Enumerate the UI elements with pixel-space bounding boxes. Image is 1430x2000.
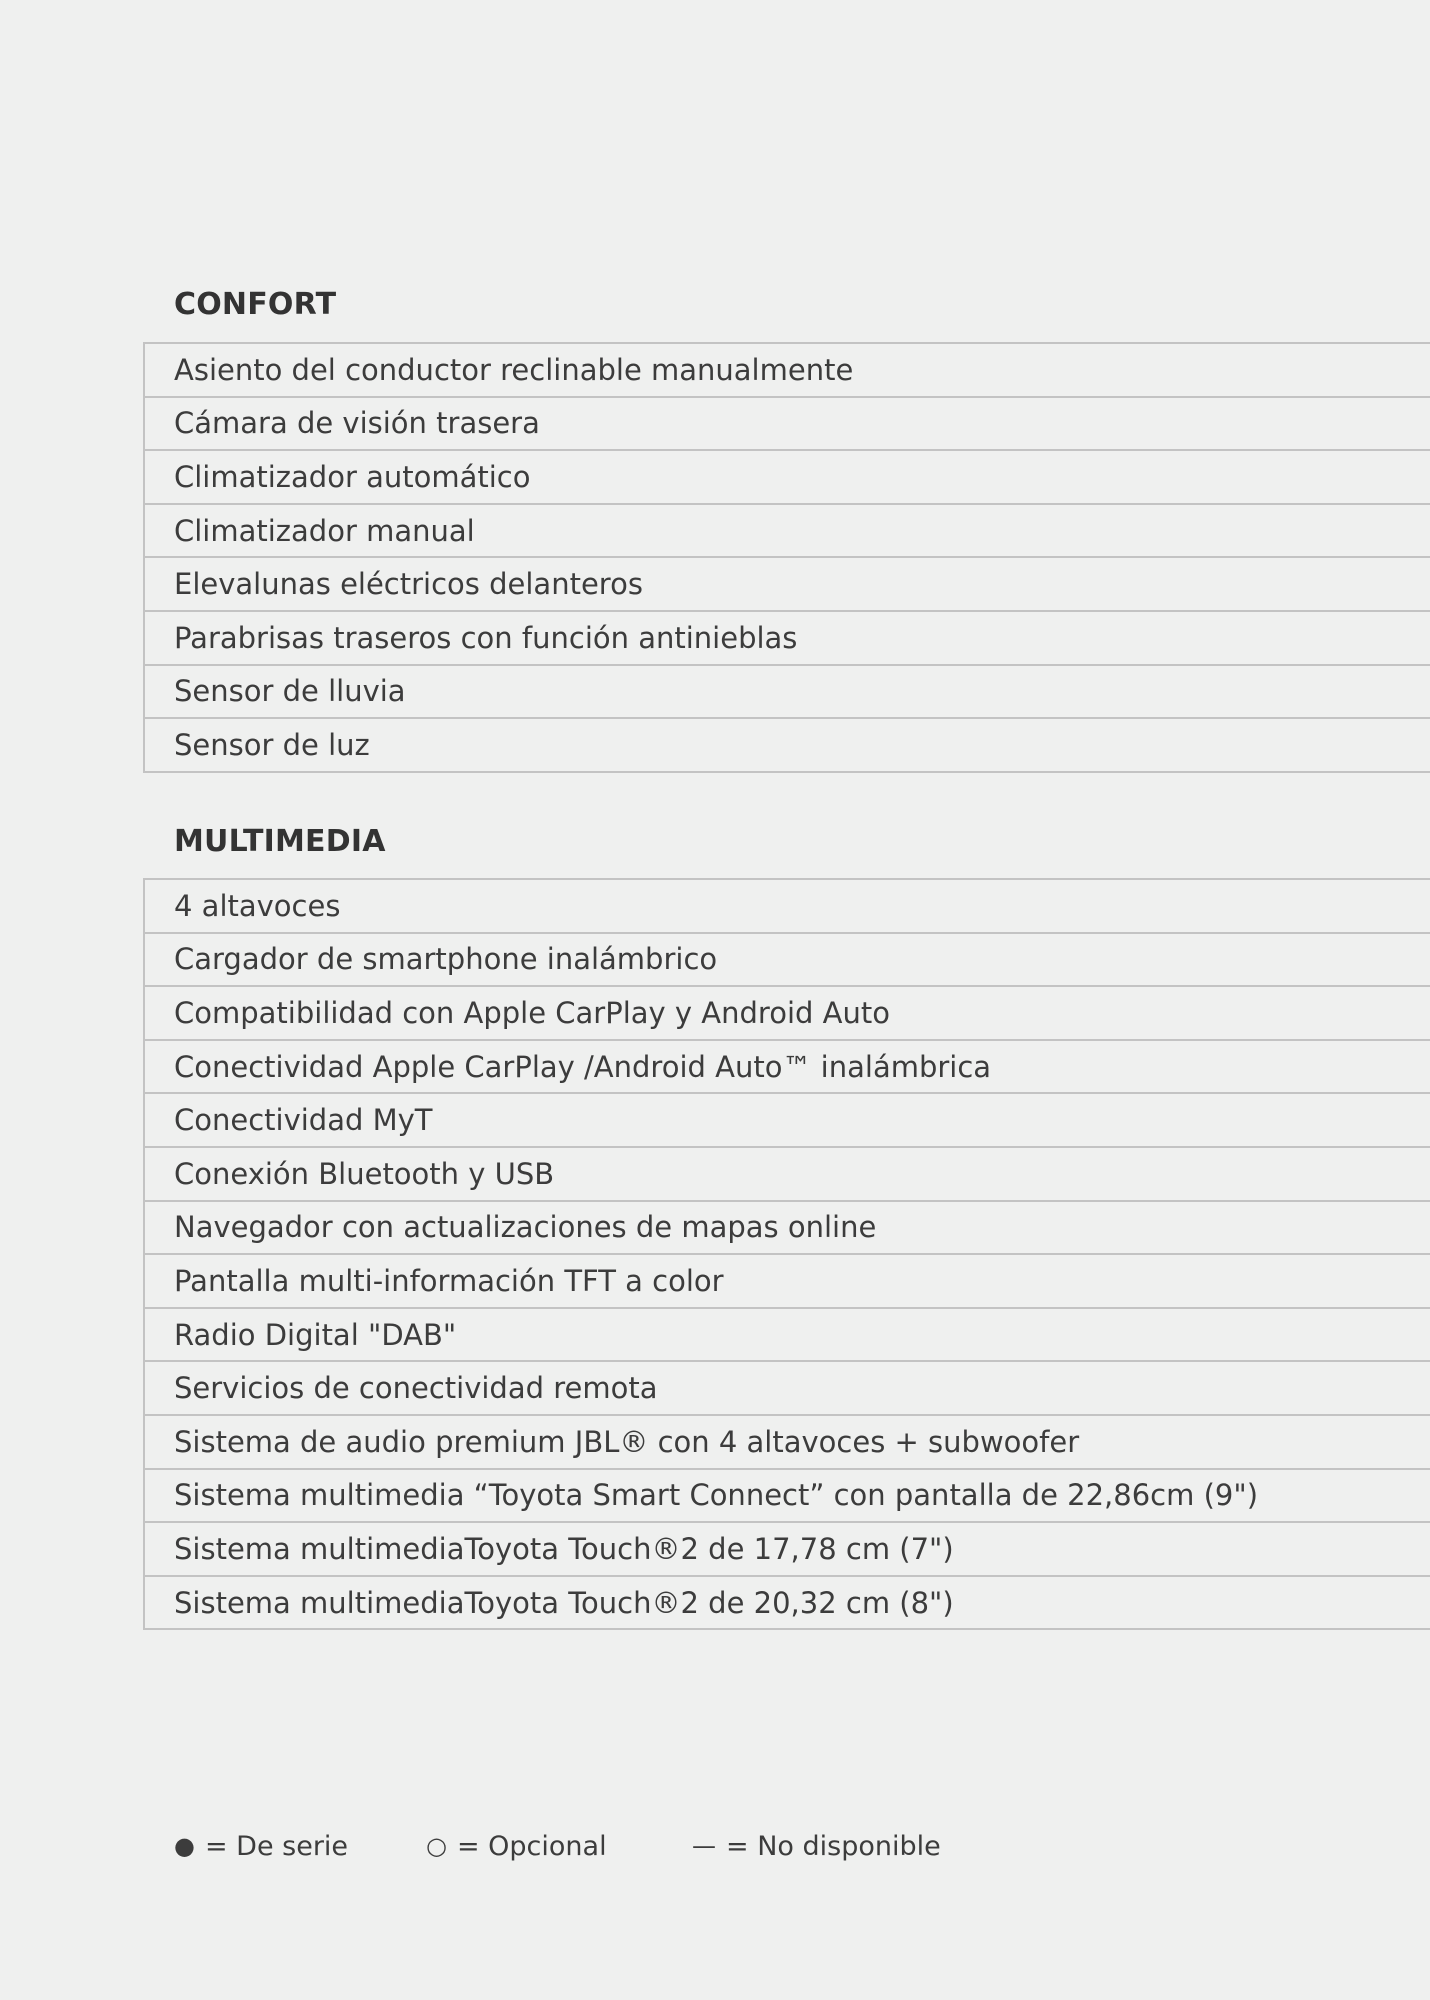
table-row: Climatizador automático (145, 451, 1430, 505)
table-row: Conectividad Apple CarPlay /Android Auto™ inalámbrica (145, 1041, 1430, 1095)
legend-label: = No disponible (726, 1830, 941, 1862)
legend-item-optional (426, 1826, 607, 1866)
table-row: Asiento del conductor reclinable manualmente (145, 344, 1430, 398)
legend-item-unavailable (692, 1826, 941, 1866)
table-row: Conectividad MyT (145, 1094, 1430, 1148)
legend-label: = Opcional (456, 1830, 607, 1862)
table-row: Sistema multimediaToyota Touch®2 de 17,78 cm (7") (145, 1523, 1430, 1577)
table-row: Cargador de smartphone inalámbrico (145, 934, 1430, 988)
table-row: Sistema multimediaToyota Touch®2 de 20,32 cm (8") (145, 1577, 1430, 1631)
table-row: Sensor de lluvia (145, 666, 1430, 720)
table-row: Parabrisas traseros con función antinieblas (145, 612, 1430, 666)
section-title-multimedia: MULTIMEDIA (174, 824, 386, 859)
table-row: Cámara de visión trasera (145, 398, 1430, 452)
section-title-confort: CONFORT (174, 287, 337, 322)
table-row: Navegador con actualizaciones de mapas online (145, 1202, 1430, 1256)
table-row: Compatibilidad con Apple CarPlay y Android Auto (145, 987, 1430, 1041)
table-row: 4 altavoces (145, 880, 1430, 934)
table-row: Conexión Bluetooth y USB (145, 1148, 1430, 1202)
multimedia-table (143, 878, 1430, 1630)
table-row: Pantalla multi-información TFT a color (145, 1255, 1430, 1309)
legend-label: = De serie (204, 1830, 349, 1862)
filled-circle-icon: ● (174, 1832, 195, 1860)
confort-table (143, 342, 1430, 773)
table-row: Sistema multimedia “Toyota Smart Connect” con pantalla de 22,86cm (9") (145, 1470, 1430, 1524)
table-row: Radio Digital "DAB" (145, 1309, 1430, 1363)
empty-circle-icon: ○ (426, 1832, 447, 1860)
table-row: Servicios de conectividad remota (145, 1362, 1430, 1416)
table-row: Elevalunas eléctricos delanteros (145, 558, 1430, 612)
table-row: Climatizador manual (145, 505, 1430, 559)
table-row: Sistema de audio premium JBL® con 4 altavoces + subwoofer (145, 1416, 1430, 1470)
legend-item-standard (174, 1826, 348, 1866)
dash-icon: — (692, 1832, 716, 1860)
table-row: Sensor de luz (145, 719, 1430, 773)
